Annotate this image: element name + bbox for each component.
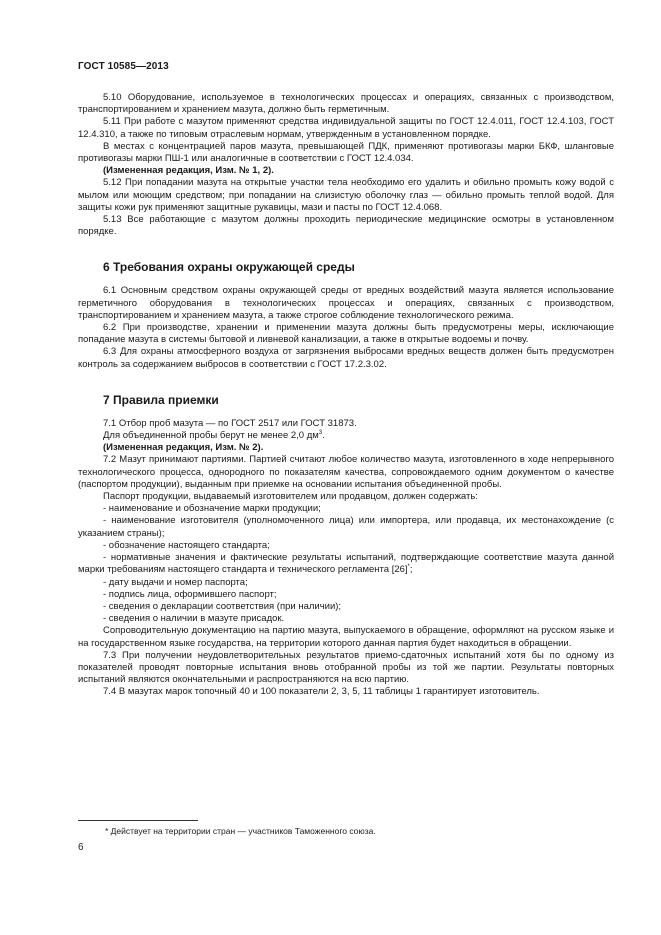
paragraph-7-1: 7.1 Отбор проб мазута — по ГОСТ 2517 или ГОСТ 31873. bbox=[103, 417, 357, 429]
paragraph-5-11: 5.11 При работе с мазутом применяют средства индивидуальной защиты по ГОСТ 12.4.011, ГОСТ 12.4.103, ГОСТ 12.4.310, а также по типовым отраслевым нормам, утвержденным в установленном порядке. bbox=[78, 116, 614, 140]
document-id-header: ГОСТ 10585—2013 bbox=[78, 61, 169, 72]
norm-values-text: - нормативные значения и фактические результаты испытаний, подтверждающие соответствие мазута данной марки требованиям настоящего стандарта и технического регламента [26] bbox=[78, 552, 614, 576]
paragraph-combined-sample bbox=[78, 430, 614, 442]
paragraph-5-10: 5.10 Оборудование, используемое в технологических процессах и операциях, связанных с производством, транспортированием и хранением мазута, должно быть герметичным. bbox=[78, 92, 614, 116]
list-item: - наименование изготовителя (уполномоченного лица) или импортера, или продавца, их местонахождение (с указанием страны); bbox=[78, 515, 614, 539]
paragraph-gas-masks: В местах с концентрацией паров мазута, превышающей ПДК, применяют противогазы марки БКФ, шланговые противогазы марки ПШ-1 или аналогичные в соответствии с ГОСТ 12.4.034. bbox=[78, 140, 614, 165]
paragraph-passport-intro: Паспорт продукции, выдаваемый изготовителем или продавцом, должен содержать: bbox=[103, 491, 478, 503]
paragraph-6-2: 6.2 При производстве, хранении и применении мазута должны быть предусмотрены меры, исключающие попадание мазута в системы бытовой и ливневой канализации, а также в открытые водоемы и почву. bbox=[78, 322, 614, 346]
list-item: - наименование и обозначение марки продукции; bbox=[103, 503, 321, 515]
footnote-text: * Действует на территории стран — участников Таможенного союза. bbox=[105, 826, 376, 836]
list-item: - сведения о наличии в мазуте присадок. bbox=[103, 613, 285, 625]
list-item bbox=[78, 552, 614, 576]
paragraph-5-13: 5.13 Все работающие с мазутом должны проходить периодические медицинские осмотры в установленном порядке. bbox=[78, 214, 614, 238]
footnote-divider bbox=[78, 820, 198, 821]
paragraph-6-1: 6.1 Основным средством охраны окружающей среды от вредных воздействий мазута является использование герметичного оборудования в технологических процессах и операциях, связанных с производством, транспортированием и хранением мазута, а также строгое соблюдение технологического режима. bbox=[78, 285, 614, 321]
list-item: - дату выдачи и номер паспорта; bbox=[103, 576, 248, 588]
list-item: - обозначение настоящего стандарта; bbox=[103, 539, 270, 551]
section-6-heading: 6 Требования охраны окружающей среды bbox=[103, 260, 355, 275]
paragraph-5-12: 5.12 При попадании мазута на открытые участки тела необходимо его удалить и обильно промыть кожу водой с мылом или моющим средством; при попадании на слизистую оболочку глаз — обильно промыть теплой водой. Для защиты кожи рук применяют защитные рукавицы, мази и пасты по ГОСТ 12.4.068. bbox=[78, 177, 614, 213]
paragraph-7-2: 7.2 Мазут принимают партиями. Партией считают любое количество мазута, изготовленного в ходе непрерывного технологического процесса, однородного по показателям качества, сопровождаемого одним документом о качестве (паспортом продукции), выданным при приемке на основании испытания объединенной пробы. bbox=[78, 454, 614, 490]
footnote-marker: * bbox=[407, 564, 410, 571]
amendment-note: (Измененная редакция, Изм. № 2). bbox=[103, 442, 264, 454]
page-content bbox=[78, 92, 614, 699]
paragraph-6-3: 6.3 Для охраны атмосферного воздуха от загрязнения выбросами вредных веществ должен быть предусмотрен контроль за содержанием выбросов в соответствии с ГОСТ 17.2.3.02. bbox=[78, 346, 614, 370]
paragraph-accompanying-docs: Сопроводительную документацию на партию мазута, выпускаемого в обращение, оформляют на русском языке и на государственном языке государства, на территории которого данная партия будет находиться в обращении. bbox=[78, 625, 614, 649]
page-number: 6 bbox=[78, 842, 84, 853]
amendment-note: (Измененная редакция, Изм. № 1, 2). bbox=[103, 165, 274, 177]
paragraph-7-4: 7.4 В мазутах марок топочный 40 и 100 показатели 2, 3, 5, 11 таблицы 1 гарантирует изготовитель. bbox=[103, 686, 540, 698]
norm-values-end: ; bbox=[409, 564, 413, 576]
list-item: - сведения о декларации соответствия (при наличии); bbox=[103, 600, 342, 612]
section-7-heading: 7 Правила приемки bbox=[103, 392, 219, 407]
paragraph-7-3: 7.3 При получении неудовлетворительных результатов приемо-сдаточных испытаний хотя бы по одному из показателей проводят повторные испытания вновь отобранной пробы из той же партии. Результаты повторных испытаний являются окончательными и распространяются на всю партию. bbox=[78, 649, 614, 686]
combined-sample-text: Для объединенной пробы берут не менее 2,0 дм bbox=[103, 430, 319, 442]
cubic-superscript: 3 bbox=[318, 430, 323, 437]
list-item: - подпись лица, оформившего паспорт; bbox=[103, 588, 277, 600]
combined-sample-end: . bbox=[322, 430, 325, 442]
